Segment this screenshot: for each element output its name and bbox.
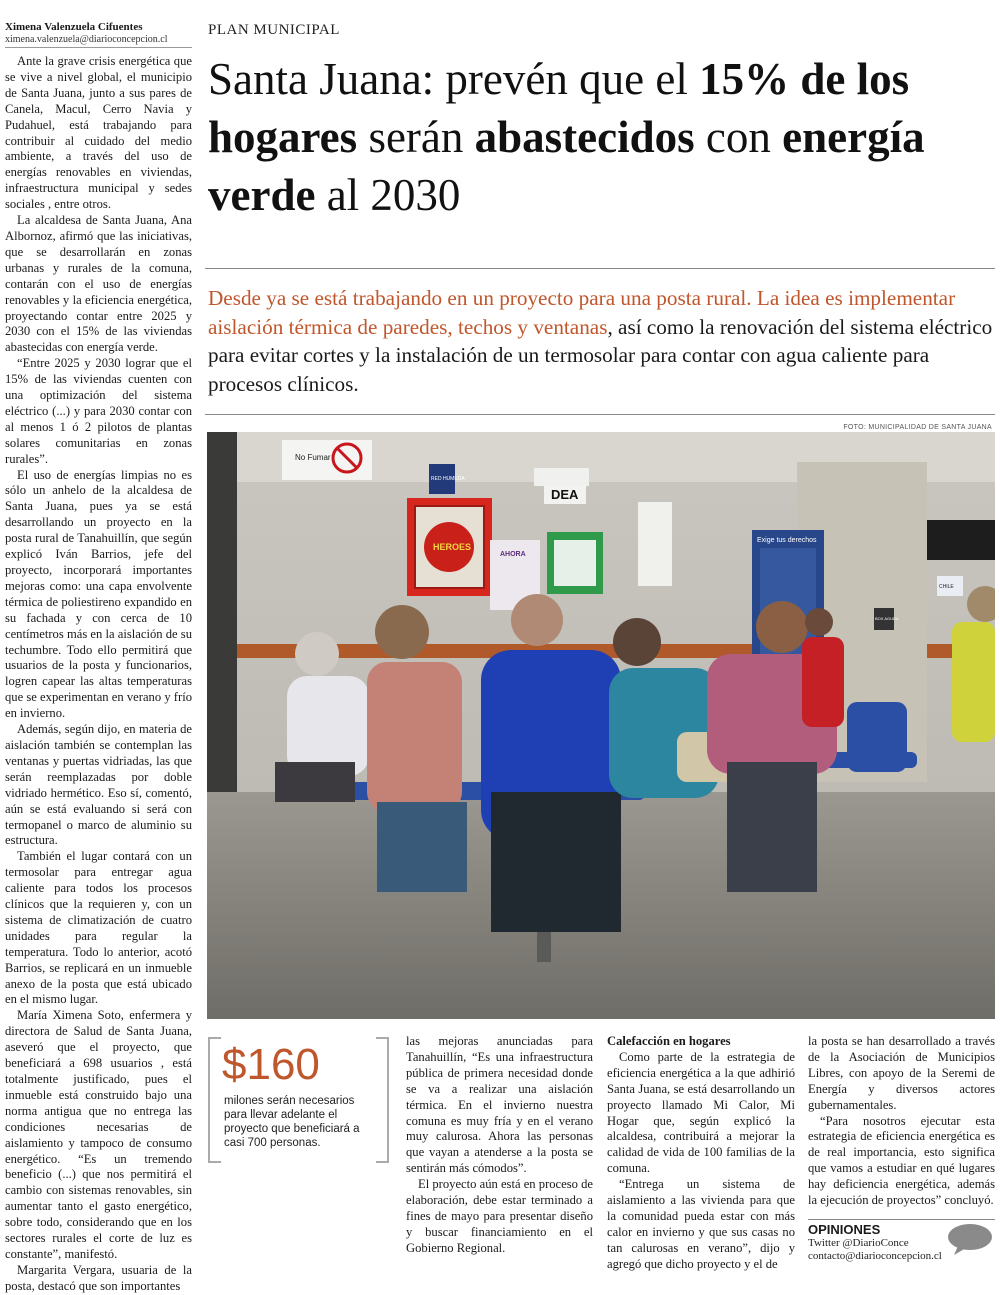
paragraph: Margarita Vergara, usuaria de la posta, destacó que son importantes [5, 1262, 192, 1293]
twitter-handle[interactable]: Twitter @DiarioConce [808, 1237, 909, 1249]
paragraph: María Ximena Soto, enfermera y directora de Salud de Santa Juana, aseveró que el proyecto, que beneficiará a 698 usuarios , está totalmente justificado, pues el inmueble está construido bajo una norma antigua que no entrega las condiciones necesarias de aislamiento y tampoco de consumo energético. “Es un tremendo beneficio (...) que nos permitirá el cambio con sistemas renovables, sin aumentar tanto el gasto energético, sobre todo, considerando que en los sectores rurales el corte de luz es constante”, manifestó. [5, 1008, 192, 1261]
subheading: Calefacción en hogares [607, 1034, 731, 1048]
deck-accent: Desde ya se está trabajando en un proyecto para una posta rural. La idea es implementar aislación térmica de paredes, techos y ventanas [208, 286, 956, 339]
highlight-number: $160 [222, 1040, 320, 1089]
paragraph: Como parte de la estrategia de eficiencia energética a la que adhirió Santa Juana, se está desarrollando un proyecto llamado Mi Calor, Mi Hogar que, según explicó la alcaldesa, contribuirá a mejorar la calidad de vida de 100 familias de la comuna. [607, 1049, 795, 1176]
deck [208, 284, 993, 398]
deck-rest: , así como la renovación del sistema eléctrico para evitar cortes y la instalación de un termosolar para contar con agua caliente para procesos clínicos. [208, 314, 993, 396]
opiniones-contact [808, 1237, 942, 1263]
paragraph: El proyecto aún está en proceso de elaboración, debe estar terminado a fines de mayo para presentar diseño y buscar financiamiento en el Gobierno Regional. [406, 1177, 593, 1255]
article-column-2 [406, 1034, 593, 1257]
speech-bubble-icon [946, 1222, 994, 1256]
paragraph: Ante la grave crisis energética que se vive a nivel global, el municipio de Santa Juana, junto a sus pares de Canela, Macul, Cerro Navia y Pudahuel, está trabajando para contribuir al cuidado del medio ambiente, a través del uso de energías renovables en viviendas, infraestructura municipal y sedes sociales , entre otros. [5, 54, 192, 212]
paragraph: Además, según dijo, en materia de aislación también se contemplan las ventanas y puertas vidriadas, las que serán reemplazadas por doble vidriado hermético. Eso sí, comentó, aún se está evaluando si será con termopanel o marco de aluminio su estructura. [5, 722, 192, 848]
opiniones-rule [808, 1219, 995, 1220]
article-column-4 [808, 1034, 995, 1209]
ahora-poster: AHORA [500, 551, 526, 558]
chile-sign: CHILE [939, 584, 954, 590]
headline-part: con [694, 112, 783, 162]
paragraph: “Entrega un sistema de aislamiento a las vivienda para que la comunidad pueda estar con más calor en invierno y que sus casas no tan calurosas en verano”, dijo y agregó que dicho proyecto y el de [607, 1177, 795, 1271]
paragraph: El uso de energías limpias no es sólo un anhelo de la alcaldesa de Santa Juana, pues ya se está desarrollando un proyecto en la posta rural de Tanahuillín, que según explicó Iván Barrios, jefe del proyecto, incorporará importantes mejoras como: una capa envolvente térmica de poliestireno expandido en su fachada y con cerca de 10 centímetros más en la aislación de su techumbre. Todo ello permitirá que usuarios de la posta y funcionarios, logren capear las altas temperaturas que se experimentan en verano y frío en invierno. [5, 467, 192, 721]
headline [208, 50, 998, 224]
heroes-text: HEROES [433, 542, 472, 552]
headline-part: al 2030 [315, 170, 461, 220]
photo-credit: FOTO: MUNICIPALIDAD DE SANTA JUANA [843, 424, 992, 431]
article-column-3 [607, 1034, 795, 1273]
box-sign: BOX AGUDA [875, 616, 899, 621]
opiniones-title: OPINIONES [808, 1222, 881, 1237]
author-name: Ximena Valenzuela Cifuentes [5, 21, 143, 33]
no-fumar-sign: No Fumar [295, 453, 331, 462]
dea-sign: DEA [551, 487, 579, 502]
paragraph: las mejoras anunciadas para Tanahuillín, “Es una infraestructura pública de primera necesidad donde se va a realizar una aislación térmica. En el invierno nuestra comuna es muy fría y en el verano muy calurosa. Ahora las personas que vayan a atenderse a la posta se sentirán más cómodos”. [406, 1034, 593, 1176]
paragraph: “Entre 2025 y 2030 lograr que el 15% de las viviendas cuenten con una optimización del sistema eléctrico (...) y para 2030 contar con al menos 1 ó 2 pilotos de plantas solares comunitarias en zonas rurales”. [5, 356, 192, 466]
deck-bottom-rule [205, 414, 995, 415]
highlight-text: milones serán necesarios para llevar adelante el proyecto que beneficiará a casi 700 personas. [224, 1095, 360, 1149]
waiting-room-photo [207, 432, 995, 1019]
headline-part: serán [357, 112, 475, 162]
paragraph: La alcaldesa de Santa Juana, Ana Albornoz, afirmó que las iniciativas, que se desarrollarán en zonas urbanas y rurales de la comuna, contarán con el uso de energías renovables y la eficiencia energética, proyectando contar entre 2025 y 2030 con el 15% de las viviendas abastecidas con energía verde. [5, 213, 192, 355]
left-article-column [5, 54, 192, 1295]
section-tag: PLAN MUNICIPAL [208, 22, 340, 38]
paragraph: “Para nosotros ejecutar esta estrategia de eficiencia energética es de real importancia, esto significa que vamos a estudiar en qué lugares hay deficiencia energética, además la ejecución de proyectos” concluyó. [808, 1113, 995, 1208]
headline-part: Santa Juana: prevén que el [208, 54, 700, 104]
author-email[interactable]: ximena.valenzuela@diarioconcepcion.cl [5, 34, 168, 45]
headline-bold: 15% de los hogares [208, 54, 910, 162]
red-humeda-sign: RED HUMEDA [431, 476, 465, 482]
paragraph: la posta se han desarrollado a través de la Asociación de Municipios Libres, con apoyo de la Seremi de Energía y diversos actores gubernamentales. [808, 1034, 995, 1112]
deck-top-rule [205, 268, 995, 269]
contact-email[interactable]: contacto@diarioconcepcion.cl [808, 1250, 942, 1262]
headline-bold: energía verde [208, 112, 925, 220]
rights-poster: Exige tus derechos [757, 537, 817, 544]
headline-bold: abastecidos [474, 112, 695, 162]
byline-divider [5, 47, 192, 48]
paragraph: También el lugar contará con un termosolar para entregar agua caliente para todos los procesos clínicos que la requieren y, con un sistema de climatización de cuatro unidades para regular la temperatura. Todo lo anterior, acotó Barrios, se replicará en un inmueble anexo de la posta que está ubicado en el mismo lugar. [5, 849, 192, 1007]
